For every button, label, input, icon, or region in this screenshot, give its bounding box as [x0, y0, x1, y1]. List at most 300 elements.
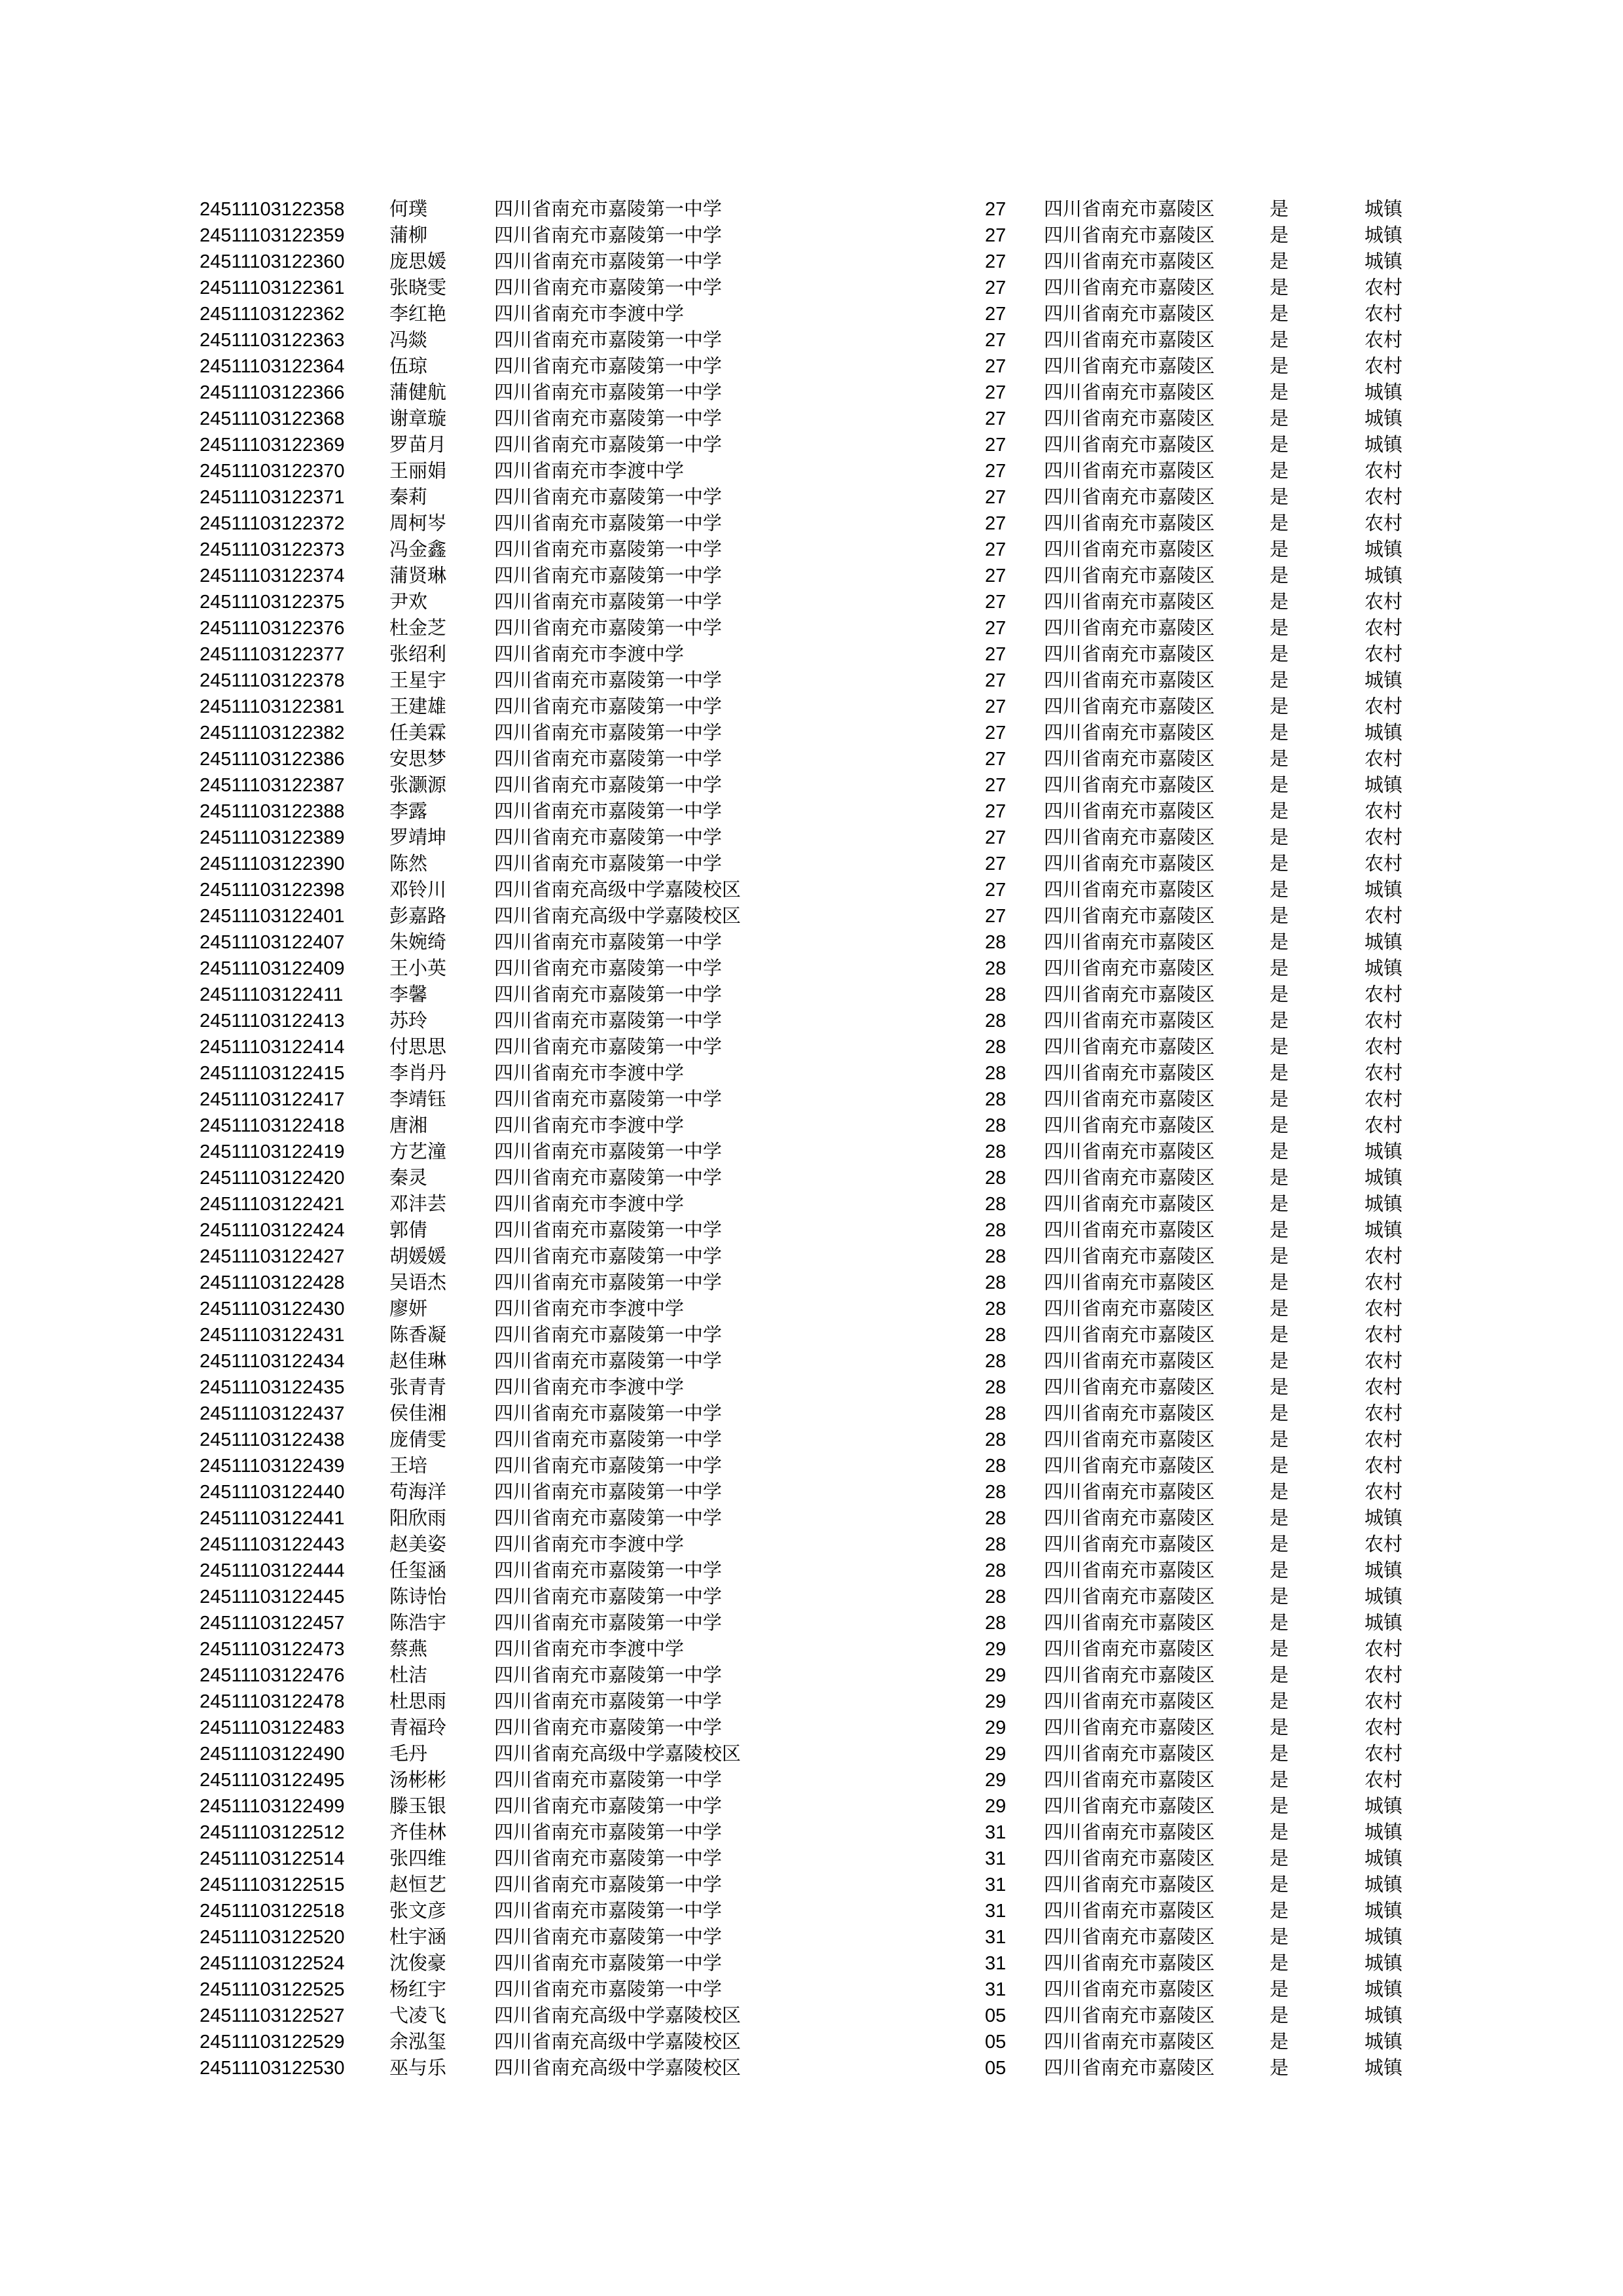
category-code-cell: 27: [985, 906, 1007, 927]
student-name-cell: 侯佳湘: [389, 1403, 447, 1424]
school-name-cell: 四川省南充市嘉陵第一中学: [494, 435, 722, 456]
table-row: [200, 1322, 1430, 1348]
region-cell: 四川省南充市嘉陵区: [1044, 330, 1215, 351]
residence-type-cell: 城镇: [1364, 1220, 1403, 1241]
table-row: [200, 1113, 1430, 1139]
table-row: [200, 1662, 1430, 1689]
category-code-cell: 31: [985, 1822, 1007, 1843]
school-name-cell: 四川省南充市嘉陵第一中学: [494, 749, 722, 770]
region-cell: 四川省南充市嘉陵区: [1044, 644, 1215, 665]
region-cell: 四川省南充市嘉陵区: [1044, 1848, 1215, 1869]
region-cell: 四川省南充市嘉陵区: [1044, 1377, 1215, 1398]
status-flag-cell: 是: [1270, 2032, 1289, 2053]
category-code-cell: 29: [985, 1665, 1007, 1686]
table-row: [200, 720, 1430, 746]
category-code-cell: 27: [985, 199, 1007, 220]
residence-type-cell: 农村: [1364, 801, 1403, 822]
residence-type-cell: 农村: [1364, 1299, 1403, 1319]
residence-type-cell: 城镇: [1364, 1141, 1403, 1162]
student-name-cell: 陈诗怡: [389, 1587, 447, 1607]
school-name-cell: 四川省南充市李渡中学: [494, 1639, 685, 1660]
school-name-cell: 四川省南充市嘉陵第一中学: [494, 1220, 722, 1241]
table-row: [200, 406, 1430, 432]
category-code-cell: 28: [985, 984, 1007, 1005]
residence-type-cell: 农村: [1364, 1351, 1403, 1372]
student-name-cell: 王小英: [389, 958, 447, 979]
status-flag-cell: 是: [1270, 225, 1289, 246]
exam-number-cell: 24511103122368: [200, 408, 345, 429]
student-name-cell: 赵恒艺: [389, 1874, 447, 1895]
exam-number-cell: 24511103122407: [200, 932, 345, 953]
exam-number-cell: 24511103122499: [200, 1796, 345, 1817]
school-name-cell: 四川省南充市李渡中学: [494, 1115, 685, 1136]
school-name-cell: 四川省南充市嘉陵第一中学: [494, 827, 722, 848]
category-code-cell: 28: [985, 1456, 1007, 1477]
table-row: [200, 196, 1430, 223]
exam-number-cell: 24511103122376: [200, 618, 345, 639]
exam-number-cell: 24511103122377: [200, 644, 345, 665]
residence-type-cell: 农村: [1364, 1770, 1403, 1791]
category-code-cell: 27: [985, 487, 1007, 508]
residence-type-cell: 城镇: [1364, 1979, 1403, 2000]
school-name-cell: 四川省南充高级中学嘉陵校区: [494, 906, 741, 927]
status-flag-cell: 是: [1270, 1377, 1289, 1398]
school-name-cell: 四川省南充市嘉陵第一中学: [494, 1927, 722, 1948]
region-cell: 四川省南充市嘉陵区: [1044, 565, 1215, 586]
residence-type-cell: 农村: [1364, 1429, 1403, 1450]
residence-type-cell: 农村: [1364, 1037, 1403, 1058]
table-row: [200, 1191, 1430, 1217]
region-cell: 四川省南充市嘉陵区: [1044, 1691, 1215, 1712]
student-name-cell: 杜宇涵: [389, 1927, 447, 1948]
status-flag-cell: 是: [1270, 932, 1289, 953]
student-name-cell: 弋凌飞: [389, 2005, 447, 2026]
category-code-cell: 05: [985, 2058, 1007, 2079]
category-code-cell: 28: [985, 1272, 1007, 1293]
school-name-cell: 四川省南充市嘉陵第一中学: [494, 1168, 722, 1189]
exam-number-cell: 24511103122369: [200, 435, 345, 456]
residence-type-cell: 农村: [1364, 1639, 1403, 1660]
exam-number-cell: 24511103122520: [200, 1927, 345, 1948]
school-name-cell: 四川省南充市嘉陵第一中学: [494, 1351, 722, 1372]
region-cell: 四川省南充市嘉陵区: [1044, 749, 1215, 770]
residence-type-cell: 农村: [1364, 330, 1403, 351]
table-row: [200, 615, 1430, 641]
exam-number-cell: 24511103122457: [200, 1613, 345, 1634]
exam-number-cell: 24511103122358: [200, 199, 345, 220]
exam-number-cell: 24511103122518: [200, 1901, 345, 1922]
category-code-cell: 29: [985, 1691, 1007, 1712]
region-cell: 四川省南充市嘉陵区: [1044, 513, 1215, 534]
student-name-cell: 任玺涵: [389, 1560, 447, 1581]
residence-type-cell: 城镇: [1364, 382, 1403, 403]
status-flag-cell: 是: [1270, 853, 1289, 874]
status-flag-cell: 是: [1270, 1691, 1289, 1712]
status-flag-cell: 是: [1270, 565, 1289, 586]
student-name-cell: 李馨: [389, 984, 428, 1005]
status-flag-cell: 是: [1270, 1456, 1289, 1477]
residence-type-cell: 城镇: [1364, 251, 1403, 272]
exam-number-cell: 24511103122515: [200, 1874, 345, 1895]
category-code-cell: 27: [985, 618, 1007, 639]
table-row: [200, 1584, 1430, 1610]
status-flag-cell: 是: [1270, 2005, 1289, 2026]
exam-number-cell: 24511103122524: [200, 1953, 345, 1974]
region-cell: 四川省南充市嘉陵区: [1044, 1587, 1215, 1607]
region-cell: 四川省南充市嘉陵区: [1044, 1822, 1215, 1843]
category-code-cell: 28: [985, 1011, 1007, 1031]
category-code-cell: 31: [985, 1953, 1007, 1974]
table-row: [200, 380, 1430, 406]
category-code-cell: 27: [985, 435, 1007, 456]
student-name-cell: 杜思雨: [389, 1691, 447, 1712]
student-name-cell: 王丽娟: [389, 461, 447, 482]
exam-number-cell: 24511103122495: [200, 1770, 345, 1791]
school-name-cell: 四川省南充高级中学嘉陵校区: [494, 1744, 741, 1765]
region-cell: 四川省南充市嘉陵区: [1044, 1429, 1215, 1450]
student-name-cell: 蔡燕: [389, 1639, 428, 1660]
category-code-cell: 28: [985, 1377, 1007, 1398]
exam-number-cell: 24511103122362: [200, 304, 345, 325]
region-cell: 四川省南充市嘉陵区: [1044, 723, 1215, 744]
table-row: [200, 1139, 1430, 1165]
exam-number-cell: 24511103122443: [200, 1534, 345, 1555]
region-cell: 四川省南充市嘉陵区: [1044, 775, 1215, 796]
school-name-cell: 四川省南充市嘉陵第一中学: [494, 984, 722, 1005]
exam-number-cell: 24511103122439: [200, 1456, 345, 1477]
student-name-cell: 陈浩宇: [389, 1613, 447, 1634]
status-flag-cell: 是: [1270, 1848, 1289, 1869]
region-cell: 四川省南充市嘉陵区: [1044, 1115, 1215, 1136]
region-cell: 四川省南充市嘉陵区: [1044, 435, 1215, 456]
category-code-cell: 28: [985, 1560, 1007, 1581]
table-row: [200, 589, 1430, 615]
student-list-body: [200, 196, 1430, 2081]
exam-number-cell: 24511103122514: [200, 1848, 345, 1869]
status-flag-cell: 是: [1270, 513, 1289, 534]
student-name-cell: 齐佳林: [389, 1822, 447, 1843]
residence-type-cell: 农村: [1364, 618, 1403, 639]
school-name-cell: 四川省南充市嘉陵第一中学: [494, 1691, 722, 1712]
exam-number-cell: 24511103122373: [200, 539, 345, 560]
table-row: [200, 353, 1430, 380]
category-code-cell: 27: [985, 278, 1007, 298]
status-flag-cell: 是: [1270, 1141, 1289, 1162]
student-name-cell: 蒲健航: [389, 382, 447, 403]
student-name-cell: 冯燚: [389, 330, 428, 351]
status-flag-cell: 是: [1270, 644, 1289, 665]
table-row: [200, 929, 1430, 956]
category-code-cell: 27: [985, 827, 1007, 848]
category-code-cell: 29: [985, 1717, 1007, 1738]
exam-number-cell: 24511103122382: [200, 723, 345, 744]
category-code-cell: 29: [985, 1639, 1007, 1660]
student-name-cell: 吴语杰: [389, 1272, 447, 1293]
status-flag-cell: 是: [1270, 278, 1289, 298]
status-flag-cell: 是: [1270, 1979, 1289, 2000]
residence-type-cell: 农村: [1364, 278, 1403, 298]
region-cell: 四川省南充市嘉陵区: [1044, 1482, 1215, 1503]
region-cell: 四川省南充市嘉陵区: [1044, 487, 1215, 508]
table-row: [200, 1898, 1430, 1924]
status-flag-cell: 是: [1270, 1534, 1289, 1555]
category-code-cell: 27: [985, 304, 1007, 325]
table-row: [200, 1715, 1430, 1741]
residence-type-cell: 农村: [1364, 461, 1403, 482]
student-name-cell: 郭倩: [389, 1220, 428, 1241]
school-name-cell: 四川省南充市嘉陵第一中学: [494, 565, 722, 586]
table-row: [200, 1453, 1430, 1479]
student-name-cell: 汤彬彬: [389, 1770, 447, 1791]
table-row: [200, 956, 1430, 982]
region-cell: 四川省南充市嘉陵区: [1044, 2005, 1215, 2026]
category-code-cell: 27: [985, 644, 1007, 665]
category-code-cell: 27: [985, 382, 1007, 403]
table-row: [200, 1374, 1430, 1401]
school-name-cell: 四川省南充市李渡中学: [494, 461, 685, 482]
exam-number-cell: 24511103122527: [200, 2005, 345, 2026]
region-cell: 四川省南充市嘉陵区: [1044, 1901, 1215, 1922]
school-name-cell: 四川省南充市嘉陵第一中学: [494, 1796, 722, 1817]
residence-type-cell: 农村: [1364, 1089, 1403, 1110]
status-flag-cell: 是: [1270, 1168, 1289, 1189]
student-name-cell: 张四维: [389, 1848, 447, 1869]
exam-number-cell: 24511103122478: [200, 1691, 345, 1712]
status-flag-cell: 是: [1270, 539, 1289, 560]
table-row: [200, 511, 1430, 537]
exam-number-cell: 24511103122378: [200, 670, 345, 691]
school-name-cell: 四川省南充市嘉陵第一中学: [494, 1979, 722, 2000]
region-cell: 四川省南充市嘉陵区: [1044, 539, 1215, 560]
school-name-cell: 四川省南充市嘉陵第一中学: [494, 1560, 722, 1581]
region-cell: 四川省南充市嘉陵区: [1044, 2058, 1215, 2079]
region-cell: 四川省南充市嘉陵区: [1044, 408, 1215, 429]
region-cell: 四川省南充市嘉陵区: [1044, 1272, 1215, 1293]
student-name-cell: 张文彦: [389, 1901, 447, 1922]
residence-type-cell: 城镇: [1364, 1194, 1403, 1215]
status-flag-cell: 是: [1270, 1901, 1289, 1922]
table-row: [200, 1165, 1430, 1191]
exam-number-cell: 24511103122414: [200, 1037, 345, 1058]
school-name-cell: 四川省南充市嘉陵第一中学: [494, 487, 722, 508]
table-row: [200, 1689, 1430, 1715]
table-row: [200, 223, 1430, 249]
region-cell: 四川省南充市嘉陵区: [1044, 278, 1215, 298]
status-flag-cell: 是: [1270, 749, 1289, 770]
category-code-cell: 28: [985, 1141, 1007, 1162]
region-cell: 四川省南充市嘉陵区: [1044, 801, 1215, 822]
status-flag-cell: 是: [1270, 408, 1289, 429]
category-code-cell: 31: [985, 1927, 1007, 1948]
residence-type-cell: 城镇: [1364, 1901, 1403, 1922]
student-name-cell: 廖妍: [389, 1299, 428, 1319]
school-name-cell: 四川省南充市嘉陵第一中学: [494, 723, 722, 744]
student-name-cell: 尹欢: [389, 592, 428, 613]
region-cell: 四川省南充市嘉陵区: [1044, 1011, 1215, 1031]
school-name-cell: 四川省南充市嘉陵第一中学: [494, 592, 722, 613]
residence-type-cell: 农村: [1364, 1744, 1403, 1765]
table-row: [200, 275, 1430, 301]
category-code-cell: 27: [985, 749, 1007, 770]
student-list-table: [200, 196, 1430, 2081]
table-row: [200, 563, 1430, 589]
student-name-cell: 任美霖: [389, 723, 447, 744]
table-row: [200, 851, 1430, 877]
region-cell: 四川省南充市嘉陵区: [1044, 827, 1215, 848]
region-cell: 四川省南充市嘉陵区: [1044, 1953, 1215, 1974]
exam-number-cell: 24511103122401: [200, 906, 345, 927]
status-flag-cell: 是: [1270, 827, 1289, 848]
category-code-cell: 27: [985, 801, 1007, 822]
table-row: [200, 1767, 1430, 1793]
residence-type-cell: 农村: [1364, 1482, 1403, 1503]
school-name-cell: 四川省南充市嘉陵第一中学: [494, 199, 722, 220]
region-cell: 四川省南充市嘉陵区: [1044, 1717, 1215, 1738]
region-cell: 四川省南充市嘉陵区: [1044, 853, 1215, 874]
student-name-cell: 邓沣芸: [389, 1194, 447, 1215]
student-name-cell: 李肖丹: [389, 1063, 447, 1084]
table-row: [200, 1741, 1430, 1767]
school-name-cell: 四川省南充市李渡中学: [494, 304, 685, 325]
school-name-cell: 四川省南充高级中学嘉陵校区: [494, 2005, 741, 2026]
exam-number-cell: 24511103122473: [200, 1639, 345, 1660]
table-row: [200, 1244, 1430, 1270]
category-code-cell: 27: [985, 513, 1007, 534]
table-row: [200, 1296, 1430, 1322]
table-row: [200, 1846, 1430, 1872]
table-row: [200, 903, 1430, 929]
status-flag-cell: 是: [1270, 356, 1289, 377]
category-code-cell: 28: [985, 1325, 1007, 1346]
residence-type-cell: 农村: [1364, 1403, 1403, 1424]
school-name-cell: 四川省南充市嘉陵第一中学: [494, 1429, 722, 1450]
student-name-cell: 王建雄: [389, 696, 447, 717]
student-name-cell: 王星宇: [389, 670, 447, 691]
status-flag-cell: 是: [1270, 1220, 1289, 1241]
status-flag-cell: 是: [1270, 199, 1289, 220]
status-flag-cell: 是: [1270, 1037, 1289, 1058]
exam-number-cell: 24511103122438: [200, 1429, 345, 1450]
category-code-cell: 28: [985, 1403, 1007, 1424]
category-code-cell: 28: [985, 1063, 1007, 1084]
student-name-cell: 谢章璇: [389, 408, 447, 429]
exam-number-cell: 24511103122371: [200, 487, 345, 508]
table-row: [200, 877, 1430, 903]
status-flag-cell: 是: [1270, 1272, 1289, 1293]
table-row: [200, 1636, 1430, 1662]
exam-number-cell: 24511103122421: [200, 1194, 345, 1215]
table-row: [200, 1034, 1430, 1060]
category-code-cell: 27: [985, 225, 1007, 246]
residence-type-cell: 城镇: [1364, 2058, 1403, 2079]
residence-type-cell: 农村: [1364, 696, 1403, 717]
residence-type-cell: 农村: [1364, 1115, 1403, 1136]
table-row: [200, 2029, 1430, 2055]
exam-number-cell: 24511103122372: [200, 513, 345, 534]
student-name-cell: 伍琼: [389, 356, 428, 377]
region-cell: 四川省南充市嘉陵区: [1044, 1534, 1215, 1555]
region-cell: 四川省南充市嘉陵区: [1044, 592, 1215, 613]
student-name-cell: 罗苗月: [389, 435, 447, 456]
school-name-cell: 四川省南充市嘉陵第一中学: [494, 1953, 722, 1974]
student-name-cell: 苟海洋: [389, 1482, 447, 1503]
region-cell: 四川省南充市嘉陵区: [1044, 1508, 1215, 1529]
category-code-cell: 28: [985, 1220, 1007, 1241]
student-name-cell: 杜金芝: [389, 618, 447, 639]
school-name-cell: 四川省南充市嘉陵第一中学: [494, 1848, 722, 1869]
residence-type-cell: 农村: [1364, 1325, 1403, 1346]
exam-number-cell: 24511103122490: [200, 1744, 345, 1765]
school-name-cell: 四川省南充市李渡中学: [494, 1377, 685, 1398]
school-name-cell: 四川省南充市李渡中学: [494, 1194, 685, 1215]
category-code-cell: 27: [985, 356, 1007, 377]
residence-type-cell: 农村: [1364, 304, 1403, 325]
student-name-cell: 余泓玺: [389, 2032, 447, 2053]
region-cell: 四川省南充市嘉陵区: [1044, 1796, 1215, 1817]
student-name-cell: 李露: [389, 801, 428, 822]
region-cell: 四川省南充市嘉陵区: [1044, 670, 1215, 691]
residence-type-cell: 城镇: [1364, 1796, 1403, 1817]
school-name-cell: 四川省南充市李渡中学: [494, 1534, 685, 1555]
school-name-cell: 四川省南充市嘉陵第一中学: [494, 1011, 722, 1031]
region-cell: 四川省南充市嘉陵区: [1044, 225, 1215, 246]
exam-number-cell: 24511103122388: [200, 801, 345, 822]
status-flag-cell: 是: [1270, 696, 1289, 717]
residence-type-cell: 城镇: [1364, 1560, 1403, 1581]
status-flag-cell: 是: [1270, 1665, 1289, 1686]
category-code-cell: 27: [985, 408, 1007, 429]
school-name-cell: 四川省南充市嘉陵第一中学: [494, 330, 722, 351]
region-cell: 四川省南充市嘉陵区: [1044, 1246, 1215, 1267]
category-code-cell: 27: [985, 880, 1007, 901]
table-row: [200, 668, 1430, 694]
residence-type-cell: 城镇: [1364, 1613, 1403, 1634]
region-cell: 四川省南充市嘉陵区: [1044, 1403, 1215, 1424]
category-code-cell: 31: [985, 1848, 1007, 1869]
school-name-cell: 四川省南充市嘉陵第一中学: [494, 1770, 722, 1791]
exam-number-cell: 24511103122359: [200, 225, 345, 246]
category-code-cell: 27: [985, 775, 1007, 796]
residence-type-cell: 城镇: [1364, 225, 1403, 246]
exam-number-cell: 24511103122374: [200, 565, 345, 586]
region-cell: 四川省南充市嘉陵区: [1044, 356, 1215, 377]
table-row: [200, 1977, 1430, 2003]
exam-number-cell: 24511103122417: [200, 1089, 345, 1110]
school-name-cell: 四川省南充市嘉陵第一中学: [494, 408, 722, 429]
exam-number-cell: 24511103122390: [200, 853, 345, 874]
residence-type-cell: 农村: [1364, 487, 1403, 508]
status-flag-cell: 是: [1270, 801, 1289, 822]
status-flag-cell: 是: [1270, 1482, 1289, 1503]
exam-number-cell: 24511103122389: [200, 827, 345, 848]
exam-number-cell: 24511103122512: [200, 1822, 345, 1843]
table-row: [200, 982, 1430, 1008]
student-name-cell: 秦灵: [389, 1168, 428, 1189]
student-name-cell: 蒲贤琳: [389, 565, 447, 586]
region-cell: 四川省南充市嘉陵区: [1044, 382, 1215, 403]
student-name-cell: 庞倩雯: [389, 1429, 447, 1450]
residence-type-cell: 城镇: [1364, 958, 1403, 979]
region-cell: 四川省南充市嘉陵区: [1044, 1456, 1215, 1477]
status-flag-cell: 是: [1270, 1403, 1289, 1424]
school-name-cell: 四川省南充市嘉陵第一中学: [494, 1822, 722, 1843]
status-flag-cell: 是: [1270, 958, 1289, 979]
exam-number-cell: 24511103122445: [200, 1587, 345, 1607]
school-name-cell: 四川省南充市嘉陵第一中学: [494, 1587, 722, 1607]
student-name-cell: 沈俊豪: [389, 1953, 447, 1974]
student-name-cell: 唐湘: [389, 1115, 428, 1136]
status-flag-cell: 是: [1270, 1717, 1289, 1738]
